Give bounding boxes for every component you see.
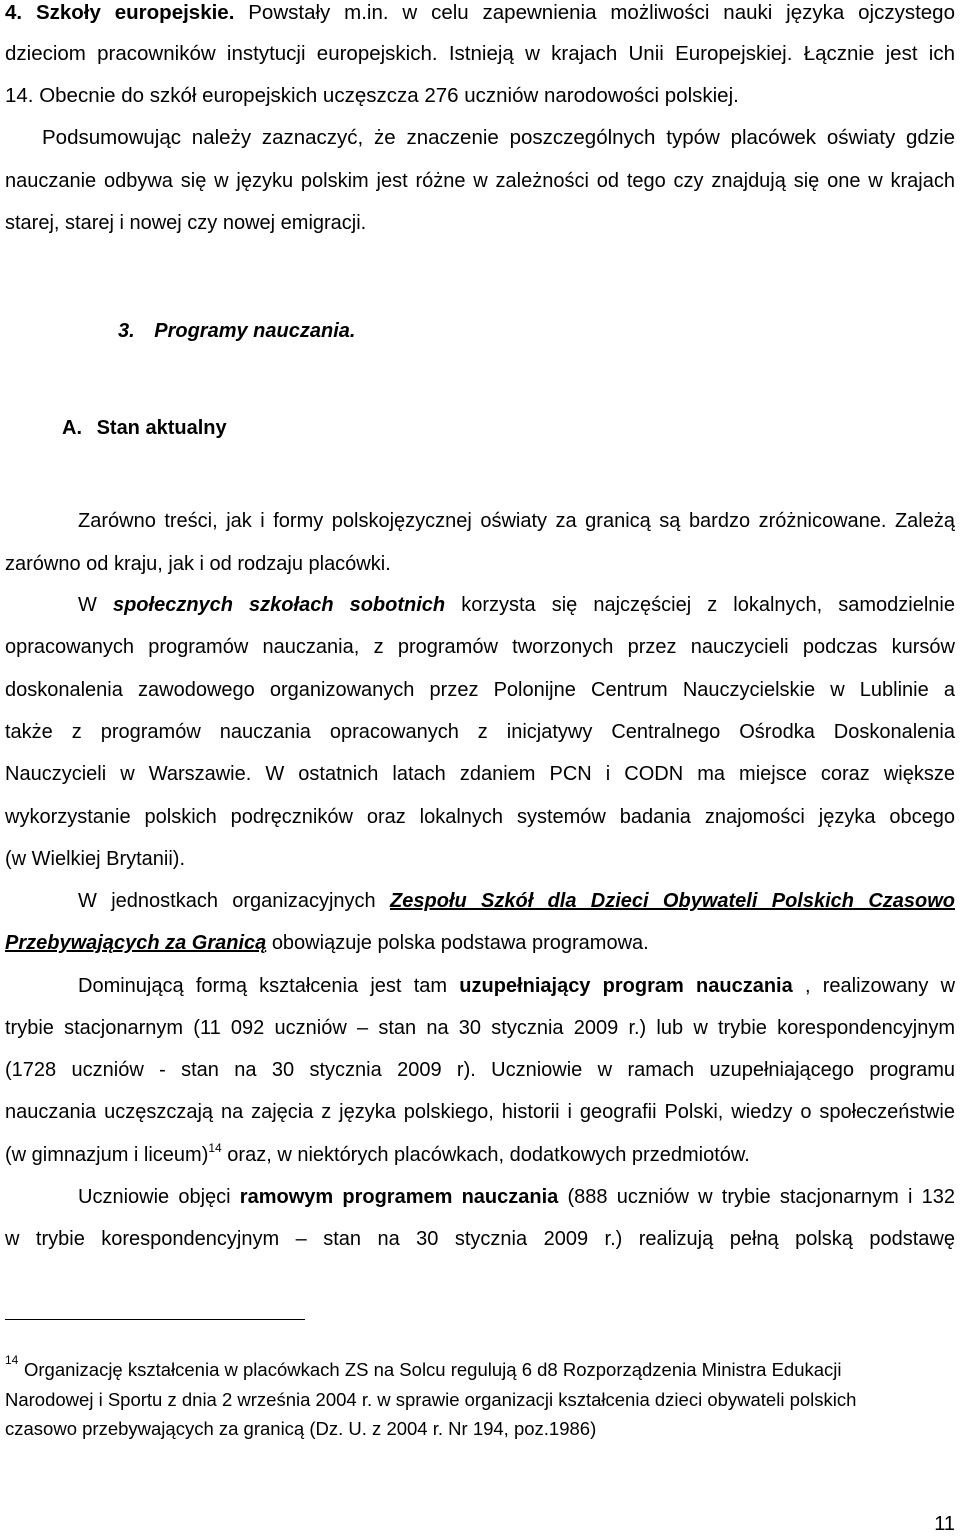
footnote-line-3: czasowo przebywających za granicą (Dz. U. z 2004 r. Nr 194, poz.1986) xyxy=(5,1418,597,1439)
supplementary-line-3: (1728 uczniów - stan na 30 stycznia 2009 r). Uczniowie w ramach uzupełniającego programu xyxy=(5,1059,955,1081)
supplementary-start: Dominującą formą kształcenia jest tam xyxy=(78,975,448,997)
footnote-number: 14 xyxy=(5,1353,19,1367)
summary-line-2: nauczanie odbywa się w języku polskim jest różne w zależności od tego czy znajdują się one w krajach xyxy=(5,170,955,192)
supplementary-line-5 xyxy=(5,1142,955,1168)
subsection-a-heading xyxy=(62,415,227,441)
european-schools-heading: 4. Szkoły europejskie. xyxy=(5,1,235,24)
supplementary-line-4: nauczania uczęszczają na zajęcia z języka polskiego, historii i geografii Polski, wiedzy o społeczeństwie xyxy=(5,1101,955,1123)
section-3-title: Programy nauczania. xyxy=(154,320,356,342)
saturday-schools-line-5: Nauczycieli w Warszawie. W ostatnich latach zdaniem PCN i CODN ma miejsce coraz większe xyxy=(5,763,955,785)
subsection-a-title: Stan aktualny xyxy=(96,417,227,439)
saturday-schools-line-7: (w Wielkiej Brytanii). xyxy=(5,848,186,870)
zs-units-start: W jednostkach organizacyjnych xyxy=(78,890,376,912)
european-schools-text: Powstały m.in. w celu zapewnienia możliwości nauki języka ojczystego xyxy=(248,1,955,24)
footnote-line-1: Organizację kształcenia w placówkach ZS na Solcu regulują 6 d8 Rozporządzenia Ministra Edukacji xyxy=(24,1359,842,1380)
supplementary-line-5-start: (w gimnazjum i liceum) xyxy=(5,1144,209,1166)
summary-line-1: Podsumowując należy zaznaczyć, że znaczenie poszczególnych typów placówek oświaty gdzie xyxy=(42,126,955,149)
diversity-line-2: zarówno od kraju, jak i od rodzaju placówki. xyxy=(5,553,391,575)
saturday-schools-end: korzysta się najczęściej z lokalnych, samodzielnie xyxy=(461,594,955,616)
diversity-line-1: Zarówno treści, jak i formy polskojęzycznej oświaty za granicą są bardzo zróżnicowane. Zależą xyxy=(78,510,955,532)
subsection-a-letter: A. xyxy=(62,417,82,439)
footnote-reference[interactable]: 14 xyxy=(208,1141,222,1155)
supplementary-line-5-end: oraz, w niektórych placówkach, dodatkowych przedmiotów. xyxy=(227,1144,750,1166)
framework-end: (888 uczniów w trybie stacjonarnym i 132 xyxy=(567,1186,955,1208)
zs-units-emphasis-2: Przebywających za Granicą xyxy=(5,932,267,954)
framework-line-1 xyxy=(78,1184,955,1210)
section-3-number: 3. xyxy=(118,320,135,342)
saturday-schools-line-4: także z programów nauczania opracowanych z inicjatywy Centralnego Ośrodka Doskonalenia xyxy=(5,721,955,743)
saturday-schools-line-6: wykorzystanie polskich podręczników oraz lokalnych systemów badania znajomości języka obcego xyxy=(5,806,955,828)
supplementary-emphasis: uzupełniający program nauczania xyxy=(459,975,793,997)
footnote-line-2: Narodowej i Sportu z dnia 2 września 2004 r. w sprawie organizacji kształcenia dzieci obywateli polskich xyxy=(5,1389,857,1410)
european-schools-line-2: dzieciom pracowników instytucji europejskich. Istnieją w krajach Unii Europejskiej. Łącznie jest ich xyxy=(5,42,955,65)
saturday-schools-line-3: doskonalenia zawodowego organizowanych przez Polonijne Centrum Nauczycielskie w Lublinie a xyxy=(5,679,955,701)
zs-units-emphasis-1: Zespołu Szkół dla Dzieci Obywateli Polskich Czasowo xyxy=(390,890,955,912)
supplementary-line-2: trybie stacjonarnym (11 092 uczniów – stan na 30 stycznia 2009 r.) lub w trybie korespondencyjnym xyxy=(5,1017,955,1039)
european-schools-line-1 xyxy=(5,0,955,26)
footnote-separator xyxy=(5,1319,305,1320)
zs-units-end: obowiązuje polska podstawa programowa. xyxy=(271,932,649,954)
page-number: 11 xyxy=(934,1513,955,1535)
framework-emphasis: ramowym programem nauczania xyxy=(239,1186,559,1208)
framework-line-2: w trybie korespondencyjnym – stan na 30 stycznia 2009 r.) realizują pełną polską podstawę xyxy=(5,1228,955,1250)
supplementary-end: , realizowany w xyxy=(804,975,956,997)
saturday-schools-line-1 xyxy=(78,592,955,618)
section-3-heading xyxy=(118,318,355,344)
saturday-schools-start: W xyxy=(78,594,97,616)
supplementary-line-1 xyxy=(78,973,955,999)
zs-units-line-1 xyxy=(78,888,955,914)
european-schools-line-3: 14. Obecnie do szkół europejskich uczęszcza 276 uczniów narodowości polskiej. xyxy=(5,84,739,107)
saturday-schools-emphasis: społecznych szkołach sobotnich xyxy=(112,594,446,616)
saturday-schools-line-2: opracowanych programów nauczania, z programów tworzonych przez nauczycieli podczas kursów xyxy=(5,636,955,658)
framework-start: Uczniowie objęci xyxy=(78,1186,231,1208)
zs-units-line-2 xyxy=(5,930,955,956)
summary-line-3: starej, starej i nowej czy nowej emigracji. xyxy=(5,212,367,234)
